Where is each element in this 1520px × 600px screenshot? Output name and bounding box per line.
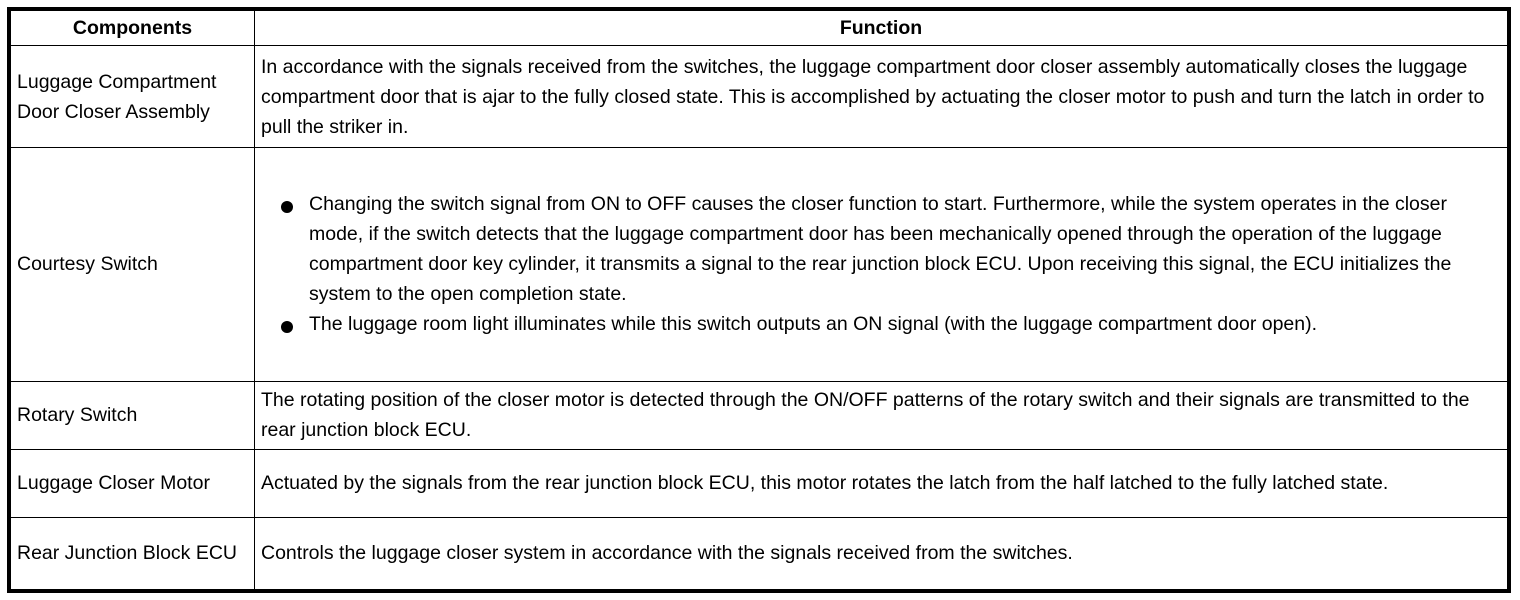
function-cell: Controls the luggage closer system in accordance with the signals received from the switches. bbox=[255, 517, 1508, 589]
bullet-item: The luggage room light illuminates while this switch outputs an ON signal (with the luggage compartment door open). bbox=[261, 309, 1501, 339]
table-row bbox=[11, 148, 1508, 382]
component-cell: Rear Junction Block ECU bbox=[11, 517, 255, 589]
header-components: Components bbox=[11, 11, 255, 46]
function-cell bbox=[255, 148, 1508, 382]
components-table bbox=[10, 10, 1508, 590]
table-row bbox=[11, 449, 1508, 517]
component-cell: Luggage Closer Motor bbox=[11, 449, 255, 517]
components-table-frame bbox=[7, 7, 1511, 593]
header-function: Function bbox=[255, 11, 1508, 46]
bullet-list bbox=[261, 189, 1501, 339]
component-cell: Rotary Switch bbox=[11, 381, 255, 449]
table-row bbox=[11, 517, 1508, 589]
function-cell: The rotating position of the closer motor is detected through the ON/OFF patterns of the rotary switch and their signals are transmitted to the rear junction block ECU. bbox=[255, 381, 1508, 449]
function-cell: Actuated by the signals from the rear junction block ECU, this motor rotates the latch from the half latched to the fully latched state. bbox=[255, 449, 1508, 517]
table-row bbox=[11, 46, 1508, 148]
component-cell: Courtesy Switch bbox=[11, 148, 255, 382]
component-cell: Luggage Compartment Door Closer Assembly bbox=[11, 46, 255, 148]
header-row bbox=[11, 11, 1508, 46]
bullet-item: Changing the switch signal from ON to OFF causes the closer function to start. Furthermore, while the system operates in the closer mode, if the switch detects that the luggage compartment door has been mechanically opened through the operation of the luggage compartment door key cylinder, it transmits a signal to the rear junction block ECU. Upon receiving this signal, the ECU initializes the system to the open completion state. bbox=[261, 189, 1501, 309]
function-cell: In accordance with the signals received from the switches, the luggage compartment door closer assembly automatically closes the luggage compartment door that is ajar to the fully closed state. This is accomplished by actuating the closer motor to push and turn the latch in order to pull the striker in. bbox=[255, 46, 1508, 148]
table-row bbox=[11, 381, 1508, 449]
